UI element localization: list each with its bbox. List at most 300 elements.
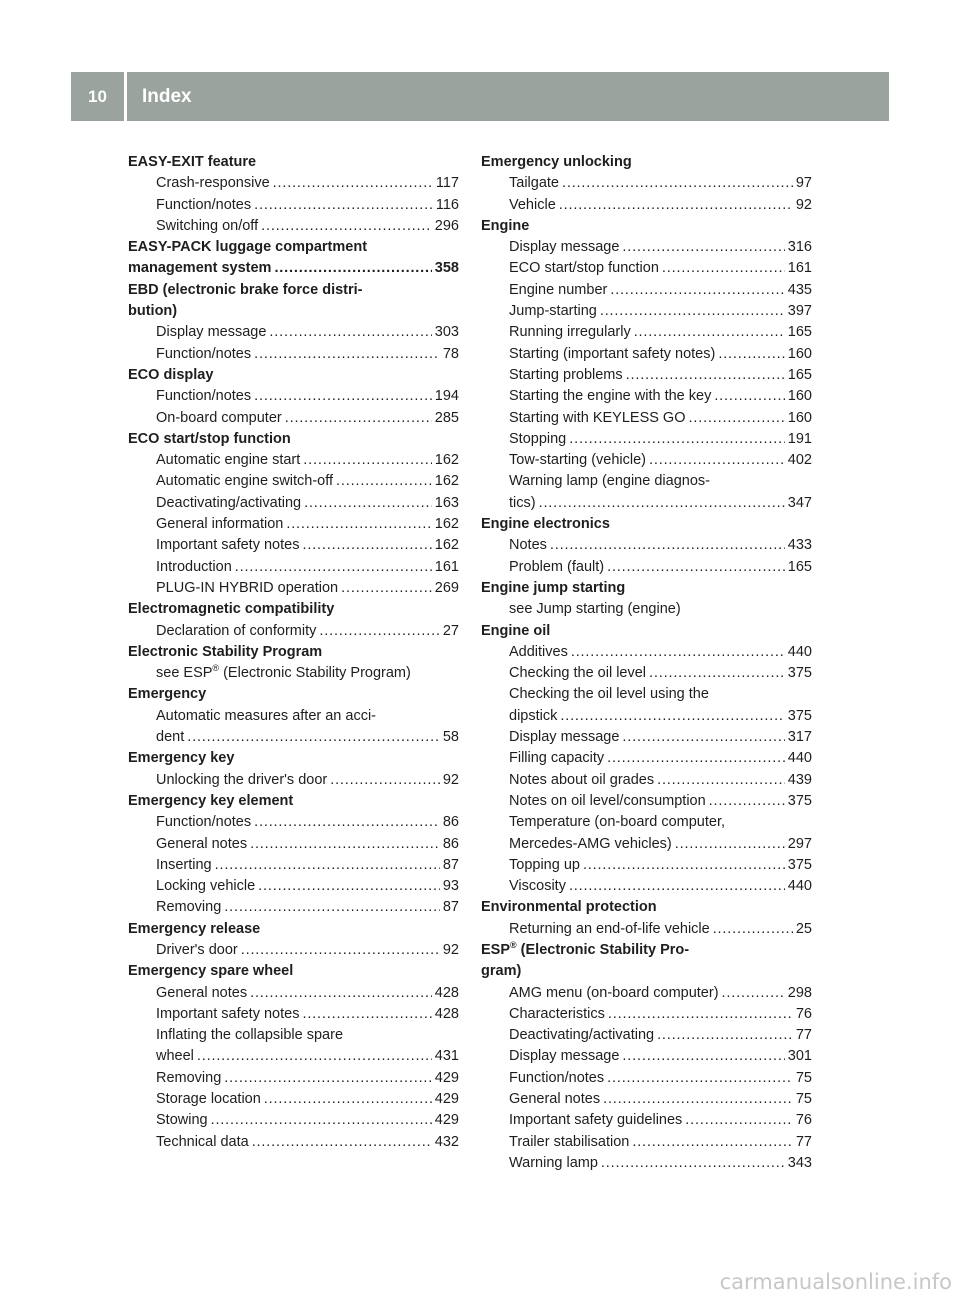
page-header xyxy=(71,72,889,121)
index-entry[interactable] xyxy=(481,791,812,812)
dot-leader xyxy=(601,1153,785,1174)
entry-page-number: 428 xyxy=(434,984,459,1001)
index-entry[interactable] xyxy=(481,173,812,194)
entry-label: Driver's door xyxy=(156,941,238,958)
index-entry[interactable] xyxy=(128,876,459,897)
entry-page-number: 429 xyxy=(434,1091,459,1108)
dot-leader xyxy=(622,1046,784,1067)
index-entry[interactable] xyxy=(128,258,459,279)
index-heading: Emergency xyxy=(128,686,207,703)
entry-label: General notes xyxy=(156,835,248,852)
index-heading: Electronic Stability Program xyxy=(128,643,323,660)
dot-leader xyxy=(634,322,785,343)
entry-label: Warning lamp xyxy=(509,1154,598,1171)
dot-leader xyxy=(714,386,784,407)
index-entry[interactable] xyxy=(481,1004,812,1025)
dot-leader xyxy=(559,195,793,216)
entry-page-number: 76 xyxy=(795,1112,812,1129)
entry-page-number: 375 xyxy=(787,665,812,682)
index-heading: Engine xyxy=(481,217,530,234)
dot-leader xyxy=(626,365,785,386)
index-entry[interactable] xyxy=(128,408,459,429)
entry-label: Viscosity xyxy=(509,878,566,895)
entry-page-number: 429 xyxy=(434,1069,459,1086)
index-entry[interactable] xyxy=(128,173,459,194)
entry-label: Notes on oil level/consumption xyxy=(509,792,706,809)
dot-leader xyxy=(211,1110,432,1131)
entry-label: Notes about oil grades xyxy=(509,771,655,788)
entry-page-number: 25 xyxy=(795,920,812,937)
index-entry[interactable] xyxy=(128,514,459,535)
entry-label: ECO start/stop function xyxy=(509,260,659,277)
entry-page-number: 397 xyxy=(787,303,812,320)
entry-label: Important safety notes xyxy=(156,537,300,554)
entry-label: tics) xyxy=(509,494,536,511)
dot-leader xyxy=(632,1132,793,1153)
entry-page-number: 117 xyxy=(435,175,459,192)
dot-leader xyxy=(330,770,440,791)
entry-page-number: 75 xyxy=(795,1069,812,1086)
entry-label: Returning an end-of-life vehicle xyxy=(509,920,710,937)
index-entry[interactable] xyxy=(481,429,812,450)
index-entry[interactable] xyxy=(481,1110,812,1131)
index-entry[interactable] xyxy=(128,1132,459,1153)
entry-page-number: 431 xyxy=(434,1048,459,1065)
index-entry[interactable] xyxy=(481,322,812,343)
registered-mark: ® xyxy=(212,663,220,674)
index-entry[interactable] xyxy=(481,450,812,471)
index-entry-esp xyxy=(128,663,459,684)
entry-page-number: 87 xyxy=(442,899,459,916)
dot-leader xyxy=(713,919,793,940)
index-heading: EASY-EXIT feature xyxy=(128,154,257,170)
entry-page-number: 429 xyxy=(434,1112,459,1129)
index-heading: Emergency key element xyxy=(128,792,294,809)
index-subentry-text: Checking the oil level using the xyxy=(509,686,709,703)
index-entry[interactable] xyxy=(128,450,459,471)
entry-page-number: 301 xyxy=(787,1048,812,1065)
entry-page-number: 435 xyxy=(787,281,812,298)
entry-label: General notes xyxy=(156,984,248,1001)
index-entry[interactable] xyxy=(128,322,459,343)
entry-page-number: 58 xyxy=(442,729,459,746)
dot-leader xyxy=(562,173,793,194)
entry-label: On-board computer xyxy=(156,409,282,426)
dot-leader xyxy=(341,578,432,599)
dot-leader xyxy=(607,748,785,769)
dot-leader xyxy=(583,855,785,876)
dot-leader xyxy=(319,621,439,642)
dot-leader xyxy=(657,1025,793,1046)
entry-page-number: 316 xyxy=(787,239,812,256)
entry-label: Deactivating/activating xyxy=(509,1027,655,1044)
index-entry[interactable] xyxy=(481,1089,812,1110)
entry-label: AMG menu (on-board computer) xyxy=(509,984,719,1001)
entry-page-number: 160 xyxy=(787,345,812,362)
entry-label: Filling capacity xyxy=(509,750,605,767)
entry-page-number: 162 xyxy=(434,452,459,469)
index-subentry-text: see Jump starting (engine) xyxy=(509,601,681,618)
entry-page-number: 86 xyxy=(442,835,459,852)
entry-label: Automatic engine start xyxy=(156,452,301,469)
entry-label: Locking vehicle xyxy=(156,878,256,895)
entry-page-number: 77 xyxy=(795,1027,812,1044)
index-entry[interactable] xyxy=(481,535,812,556)
dot-leader xyxy=(264,1089,432,1110)
entry-label: Deactivating/activating xyxy=(156,494,302,511)
entry-page-number: 440 xyxy=(787,750,812,767)
entry-label: Vehicle xyxy=(509,196,556,213)
entry-page-number: 76 xyxy=(795,1005,812,1022)
dot-leader xyxy=(261,216,432,237)
entry-label: Declaration of conformity xyxy=(156,622,317,639)
index-entry[interactable] xyxy=(481,1068,812,1089)
page-title: Index xyxy=(142,86,192,107)
index-entry[interactable] xyxy=(481,919,812,940)
entry-label: Tailgate xyxy=(509,175,559,192)
entry-label: Introduction xyxy=(156,558,232,575)
dot-leader xyxy=(215,855,440,876)
dot-leader xyxy=(657,770,785,791)
entry-label: PLUG-IN HYBRID operation xyxy=(156,579,339,596)
index-entry-esp xyxy=(481,940,812,961)
entry-page-number: 285 xyxy=(434,409,459,426)
entry-label: Problem (fault) xyxy=(509,558,605,575)
entry-label: Display message xyxy=(509,239,620,256)
entry-label: Starting problems xyxy=(509,366,623,383)
index-entry[interactable] xyxy=(128,1004,459,1025)
dot-leader xyxy=(569,876,785,897)
dot-leader xyxy=(662,258,785,279)
index-entry[interactable] xyxy=(128,1110,459,1131)
index-entry[interactable] xyxy=(128,386,459,407)
dot-leader xyxy=(649,450,785,471)
index-entry[interactable] xyxy=(128,983,459,1004)
entry-page-number: 440 xyxy=(787,643,812,660)
esp-label-rest: (Electronic Stability Pro- xyxy=(516,941,690,958)
dot-leader xyxy=(303,450,432,471)
index-heading: Engine oil xyxy=(481,622,551,639)
index-entry[interactable] xyxy=(481,876,812,897)
dot-leader xyxy=(252,1132,432,1153)
dot-leader xyxy=(539,493,785,514)
index-entry[interactable] xyxy=(481,1046,812,1067)
dot-leader xyxy=(286,514,431,535)
index-heading: Emergency spare wheel xyxy=(128,963,294,980)
index-entry[interactable] xyxy=(128,195,459,216)
entry-label: wheel xyxy=(156,1048,194,1065)
entry-page-number: 298 xyxy=(787,984,812,1001)
dot-leader xyxy=(675,834,785,855)
dot-leader xyxy=(304,493,432,514)
dot-leader xyxy=(254,195,433,216)
dot-leader xyxy=(302,535,431,556)
index-entry[interactable] xyxy=(128,855,459,876)
entry-label: General information xyxy=(156,516,284,533)
dot-leader xyxy=(224,897,440,918)
index-entry[interactable] xyxy=(481,493,812,514)
index-entry[interactable] xyxy=(481,834,812,855)
entry-label: Technical data xyxy=(156,1133,249,1150)
index-heading: Electromagnetic compatibility xyxy=(128,601,335,618)
index-entry[interactable] xyxy=(128,535,459,556)
index-entry[interactable] xyxy=(481,344,812,365)
entry-page-number: 116 xyxy=(435,196,459,213)
index-entry[interactable] xyxy=(481,855,812,876)
entry-label: Starting (important safety notes) xyxy=(509,345,716,362)
dot-leader xyxy=(722,983,785,1004)
dot-leader xyxy=(254,344,440,365)
entry-label: dent xyxy=(156,729,185,746)
dot-leader xyxy=(607,557,785,578)
index-entry[interactable] xyxy=(481,301,812,322)
dot-leader xyxy=(285,408,432,429)
entry-label: dipstick xyxy=(509,707,558,724)
entry-label: Function/notes xyxy=(156,814,252,831)
entry-page-number: 162 xyxy=(434,537,459,554)
index-entry[interactable] xyxy=(128,344,459,365)
entry-label: Function/notes xyxy=(509,1069,605,1086)
index-entry[interactable] xyxy=(128,770,459,791)
index-entry[interactable] xyxy=(481,706,812,727)
index-entry[interactable] xyxy=(481,237,812,258)
dot-leader xyxy=(250,983,432,1004)
entry-page-number: 162 xyxy=(434,473,459,490)
entry-label: Stowing xyxy=(156,1112,208,1129)
entry-page-number: 92 xyxy=(442,771,459,788)
entry-page-number: 358 xyxy=(434,260,459,277)
index-entry[interactable] xyxy=(481,663,812,684)
dot-leader xyxy=(269,322,431,343)
entry-label: Function/notes xyxy=(156,388,252,405)
entry-label: Important safety guidelines xyxy=(509,1112,683,1129)
index-entry[interactable] xyxy=(481,642,812,663)
dot-leader xyxy=(302,1004,431,1025)
entry-page-number: 93 xyxy=(442,878,459,895)
dot-leader xyxy=(718,344,784,365)
entry-page-number: 92 xyxy=(795,196,812,213)
index-entry[interactable] xyxy=(128,812,459,833)
index-subentry-text: Inflating the collapsible spare xyxy=(156,1027,344,1044)
entry-page-number: 433 xyxy=(787,537,812,554)
esp-label-rest: (Electronic Stability Program) xyxy=(219,665,411,682)
entry-label: Jump-starting xyxy=(509,303,597,320)
entry-label: Tow-starting (vehicle) xyxy=(509,452,646,469)
entry-label: Display message xyxy=(509,1048,620,1065)
dot-leader xyxy=(608,1004,793,1025)
index-entry[interactable] xyxy=(128,1068,459,1089)
index-entry[interactable] xyxy=(128,493,459,514)
entry-page-number: 303 xyxy=(434,324,459,341)
entry-page-number: 269 xyxy=(434,579,459,596)
index-entry[interactable] xyxy=(128,471,459,492)
entry-label: Function/notes xyxy=(156,196,252,213)
entry-label: Engine number xyxy=(509,281,608,298)
entry-page-number: 97 xyxy=(795,175,812,192)
dot-leader xyxy=(235,557,432,578)
index-entry[interactable] xyxy=(481,1153,812,1174)
entry-page-number: 87 xyxy=(442,856,459,873)
index-entry[interactable] xyxy=(481,983,812,1004)
index-heading: Engine electronics xyxy=(481,516,610,533)
entry-label: Switching on/off xyxy=(156,217,259,234)
index-entry[interactable] xyxy=(481,1132,812,1153)
index-heading: EBD (electronic brake force distri- xyxy=(128,281,363,298)
dot-leader xyxy=(560,706,784,727)
entry-page-number: 75 xyxy=(795,1091,812,1108)
entry-page-number: 160 xyxy=(787,388,812,405)
entry-label: Topping up xyxy=(509,856,580,873)
index-entry[interactable] xyxy=(128,727,459,748)
dot-leader xyxy=(622,727,784,748)
dot-leader xyxy=(187,727,440,748)
dot-leader xyxy=(273,173,433,194)
entry-page-number: 375 xyxy=(787,792,812,809)
dot-leader xyxy=(685,1110,793,1131)
entry-label: Running irregularly xyxy=(509,324,631,341)
entry-label: General notes xyxy=(509,1091,601,1108)
dot-leader xyxy=(600,301,785,322)
index-heading: Emergency key xyxy=(128,750,235,767)
dot-leader xyxy=(224,1068,432,1089)
index-heading: Emergency unlocking xyxy=(481,154,632,170)
index-entry[interactable] xyxy=(481,727,812,748)
entry-page-number: 296 xyxy=(434,217,459,234)
index-entry[interactable] xyxy=(481,408,812,429)
index-entry[interactable] xyxy=(481,195,812,216)
index-entry[interactable] xyxy=(128,621,459,642)
esp-label: see ESP xyxy=(156,665,213,682)
entry-page-number: 347 xyxy=(787,494,812,511)
dot-leader xyxy=(649,663,785,684)
index-heading: ECO start/stop function xyxy=(128,430,291,447)
index-heading: Engine jump starting xyxy=(481,579,626,596)
dot-leader xyxy=(709,791,785,812)
dot-leader xyxy=(571,642,785,663)
index-heading: bution) xyxy=(128,303,178,320)
entry-page-number: 375 xyxy=(787,856,812,873)
entry-page-number: 163 xyxy=(434,494,459,511)
entry-label: Automatic engine switch-off xyxy=(156,473,334,490)
page-number: 10 xyxy=(88,86,107,106)
dot-leader xyxy=(569,429,785,450)
watermark: carmanualsonline.info xyxy=(719,1270,952,1294)
dot-leader xyxy=(603,1089,793,1110)
index-entry[interactable] xyxy=(128,834,459,855)
dot-leader xyxy=(607,1068,793,1089)
dot-leader xyxy=(689,408,785,429)
index-entry[interactable] xyxy=(481,280,812,301)
entry-page-number: 194 xyxy=(434,388,459,405)
entry-page-number: 162 xyxy=(434,516,459,533)
entry-page-number: 439 xyxy=(787,771,812,788)
index-entry[interactable] xyxy=(128,1046,459,1067)
entry-page-number: 317 xyxy=(787,729,812,746)
dot-leader xyxy=(197,1046,432,1067)
dot-leader xyxy=(254,812,440,833)
index-heading: Emergency release xyxy=(128,920,261,937)
dot-leader xyxy=(622,237,784,258)
dot-leader xyxy=(610,280,784,301)
index-entry[interactable] xyxy=(481,386,812,407)
entry-page-number: 160 xyxy=(787,409,812,426)
entry-page-number: 428 xyxy=(434,1005,459,1022)
index-entry[interactable] xyxy=(481,770,812,791)
index-column-right xyxy=(481,152,812,1174)
entry-page-number: 27 xyxy=(442,622,459,639)
index-entry[interactable] xyxy=(128,578,459,599)
index-heading: gram) xyxy=(481,963,522,980)
index-entry[interactable] xyxy=(481,1025,812,1046)
dot-leader xyxy=(336,471,432,492)
index-entry[interactable] xyxy=(128,1089,459,1110)
index-entry[interactable] xyxy=(481,258,812,279)
dot-leader xyxy=(254,386,432,407)
index-column-left xyxy=(128,152,459,1153)
entry-page-number: 92 xyxy=(442,941,459,958)
entry-label: Function/notes xyxy=(156,345,252,362)
entry-label: Stopping xyxy=(509,430,567,447)
esp-label: ESP xyxy=(481,941,511,958)
entry-label: Inserting xyxy=(156,856,212,873)
dot-leader xyxy=(250,834,440,855)
entry-label: Display message xyxy=(156,324,267,341)
dot-leader xyxy=(550,535,785,556)
entry-page-number: 297 xyxy=(787,835,812,852)
entry-label: Starting the engine with the key xyxy=(509,388,712,405)
index-subentry-text: Automatic measures after an acci- xyxy=(156,707,377,724)
entry-label: Removing xyxy=(156,1069,222,1086)
entry-label: Mercedes-AMG vehicles) xyxy=(509,835,672,852)
header-divider xyxy=(124,72,127,121)
entry-page-number: 191 xyxy=(787,430,812,447)
entry-label: management system xyxy=(128,260,272,277)
index-entry[interactable] xyxy=(128,940,459,961)
entry-label: Display message xyxy=(509,729,620,746)
entry-label: Storage location xyxy=(156,1091,261,1108)
entry-label: Starting with KEYLESS GO xyxy=(509,409,686,426)
entry-label: Additives xyxy=(509,643,568,660)
dot-leader xyxy=(258,876,440,897)
index-entry[interactable] xyxy=(481,557,812,578)
index-entry[interactable] xyxy=(481,365,812,386)
index-entry[interactable] xyxy=(128,897,459,918)
entry-page-number: 165 xyxy=(787,558,812,575)
index-entry[interactable] xyxy=(128,216,459,237)
entry-page-number: 432 xyxy=(434,1133,459,1150)
entry-page-number: 343 xyxy=(787,1154,812,1171)
entry-label: Removing xyxy=(156,899,222,916)
index-subentry-text: Temperature (on-board computer, xyxy=(509,814,725,831)
index-heading: EASY-PACK luggage compartment xyxy=(128,239,368,256)
entry-label: Notes xyxy=(509,537,547,554)
entry-label: Unlocking the driver's door xyxy=(156,771,328,788)
entry-label: Crash-responsive xyxy=(156,175,270,192)
index-entry[interactable] xyxy=(481,748,812,769)
entry-label: Important safety notes xyxy=(156,1005,300,1022)
entry-page-number: 402 xyxy=(787,452,812,469)
dot-leader xyxy=(241,940,440,961)
index-subentry-text: Warning lamp (engine diagnos- xyxy=(509,473,710,490)
index-heading: ECO display xyxy=(128,366,214,383)
entry-page-number: 165 xyxy=(787,324,812,341)
entry-page-number: 161 xyxy=(434,558,459,575)
index-entry[interactable] xyxy=(128,557,459,578)
entry-label: Characteristics xyxy=(509,1005,605,1022)
entry-page-number: 165 xyxy=(787,366,812,383)
entry-page-number: 77 xyxy=(795,1133,812,1150)
entry-label: Trailer stabilisation xyxy=(509,1133,630,1150)
